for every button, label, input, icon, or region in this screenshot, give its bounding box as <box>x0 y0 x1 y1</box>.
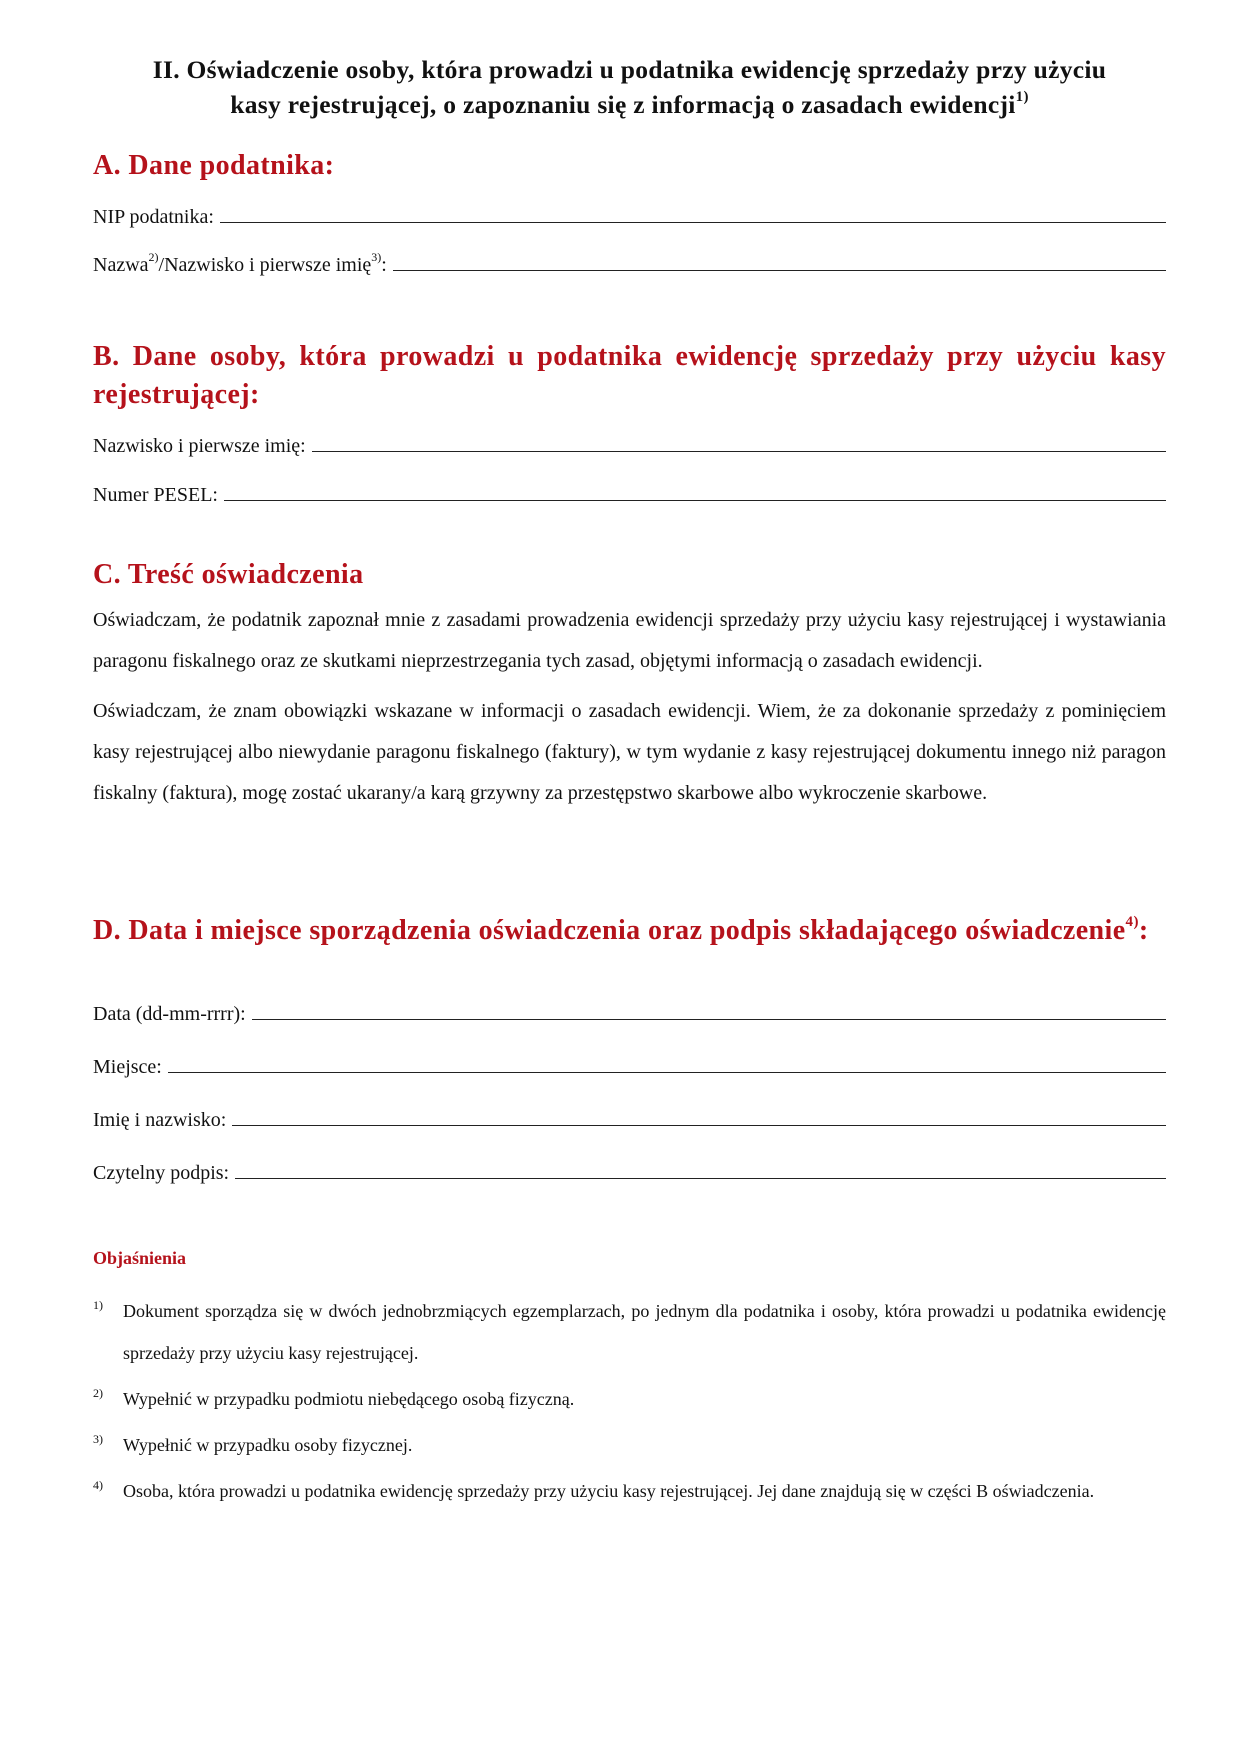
section-a-title: A. Dane podatnika: <box>93 150 335 181</box>
footnote-2 <box>93 1378 1166 1420</box>
footnotes-list <box>93 1290 1166 1512</box>
place-row <box>93 1055 1166 1079</box>
form-title-footnote-ref: 1) <box>1015 88 1029 105</box>
footnote-3 <box>93 1424 1166 1466</box>
section-c-title: C. Treść oświadczenia <box>93 559 364 590</box>
signature-field[interactable] <box>235 1161 1166 1179</box>
fullname-row <box>93 1108 1166 1132</box>
form-title-line2: kasy rejestrującej, o zapoznaniu się z informacją o zasadach ewidencji <box>230 90 1016 119</box>
declaration-paragraph-2: Oświadczam, że znam obowiązki wskazane w informacji o zasadach ewidencji. Wiem, że za dokonanie sprzedaży z pominięciem kasy rejestrującej albo niewydanie paragonu fiskalnego (faktury), w tym wydanie z kasy rejestrującej dokumentu innego niż paragon fiskalny (faktura), mogę zostać ukarany/a karą grzywny za przestępstwo skarbowe albo wykroczenie skarbowe. <box>93 700 1166 804</box>
operator-name-label: Nazwisko i pierwsze imię: <box>93 435 306 457</box>
date-label: Data (dd-mm-rrrr): <box>93 1003 246 1025</box>
section-b <box>93 338 1166 414</box>
footnote-number: 4) <box>93 1478 103 1492</box>
notes-heading: Objaśnienia <box>93 1248 187 1268</box>
operator-name-field[interactable] <box>312 434 1166 452</box>
footnote-1 <box>93 1290 1166 1374</box>
footnote-number: 3) <box>93 1432 103 1446</box>
taxpayer-name-label: Nazwa$^{2)}$/Nazwisko i pierwsze imię$^{3)}$: <box>93 250 387 276</box>
section-c <box>93 557 1166 593</box>
section-d <box>93 912 1166 950</box>
place-label: Miejsce: <box>93 1056 162 1078</box>
footnote-ref-2: 2) <box>148 250 159 265</box>
form-header <box>93 52 1166 122</box>
footnote-text: Wypełnić w przypadku osoby fizycznej. <box>123 1435 413 1455</box>
signature-row <box>93 1161 1166 1185</box>
signature-label: Czytelny podpis: <box>93 1162 230 1184</box>
operator-name-row <box>93 434 1166 458</box>
taxpayer-name-row <box>93 250 1166 277</box>
nip-row <box>93 205 1166 229</box>
footnote-ref-3: 3) <box>371 250 382 265</box>
footnote-4 <box>93 1470 1166 1512</box>
pesel-label: Numer PESEL: <box>93 484 218 506</box>
place-field[interactable] <box>168 1055 1166 1073</box>
fullname-field[interactable] <box>232 1108 1166 1126</box>
date-row <box>93 1002 1166 1026</box>
pesel-row <box>93 483 1166 507</box>
section-a <box>93 148 1166 184</box>
nip-label: NIP podatnika: <box>93 206 214 228</box>
notes-heading-block <box>93 1248 1166 1269</box>
pesel-field[interactable] <box>224 483 1166 501</box>
fullname-label: Imię i nazwisko: <box>93 1109 227 1131</box>
footnote-text: Osoba, która prowadzi u podatnika ewidencję sprzedaży przy użyciu kasy rejestrującej. Jej dane znajdują się w części B oświadczenia. <box>123 1481 1095 1501</box>
declaration-text <box>93 600 1166 814</box>
date-field[interactable] <box>252 1002 1166 1020</box>
footnote-ref-4: 4) <box>1125 913 1139 930</box>
nip-field[interactable] <box>220 205 1166 223</box>
footnote-number: 2) <box>93 1386 103 1400</box>
taxpayer-name-field[interactable] <box>393 253 1166 271</box>
form-title-line1: II. Oświadczenie osoby, która prowadzi u podatnika ewidencję sprzedaży przy użyciu <box>152 55 1107 84</box>
section-d-title: D. Data i miejsce sporządzenia oświadczenia oraz podpis składającego oświadczenie$^{4)}$: <box>93 913 1149 946</box>
section-b-title: B. Dane osoby, która prowadzi u podatnika ewidencję sprzedaży przy użyciu kasy rejestrującej: <box>93 341 1166 410</box>
declaration-paragraph-1: Oświadczam, że podatnik zapoznał mnie z zasadami prowadzenia ewidencji sprzedaży przy użyciu kasy rejestrującej i wystawiania paragonu fiskalnego oraz ze skutkami nieprzestrzegania tych zasad, objętymi informacją o zasadach ewidencji. <box>93 609 1166 672</box>
footnote-text: Dokument sporządza się w dwóch jednobrzmiących egzemplarzach, po jednym dla podatnika i osoby, która prowadzi u podatnika ewidencję sprzedaży przy użyciu kasy rejestrującej. <box>123 1301 1166 1363</box>
form-title <box>93 52 1166 122</box>
footnote-text: Wypełnić w przypadku podmiotu niebędącego osobą fizyczną. <box>123 1389 575 1409</box>
footnote-number: 1) <box>93 1298 103 1312</box>
